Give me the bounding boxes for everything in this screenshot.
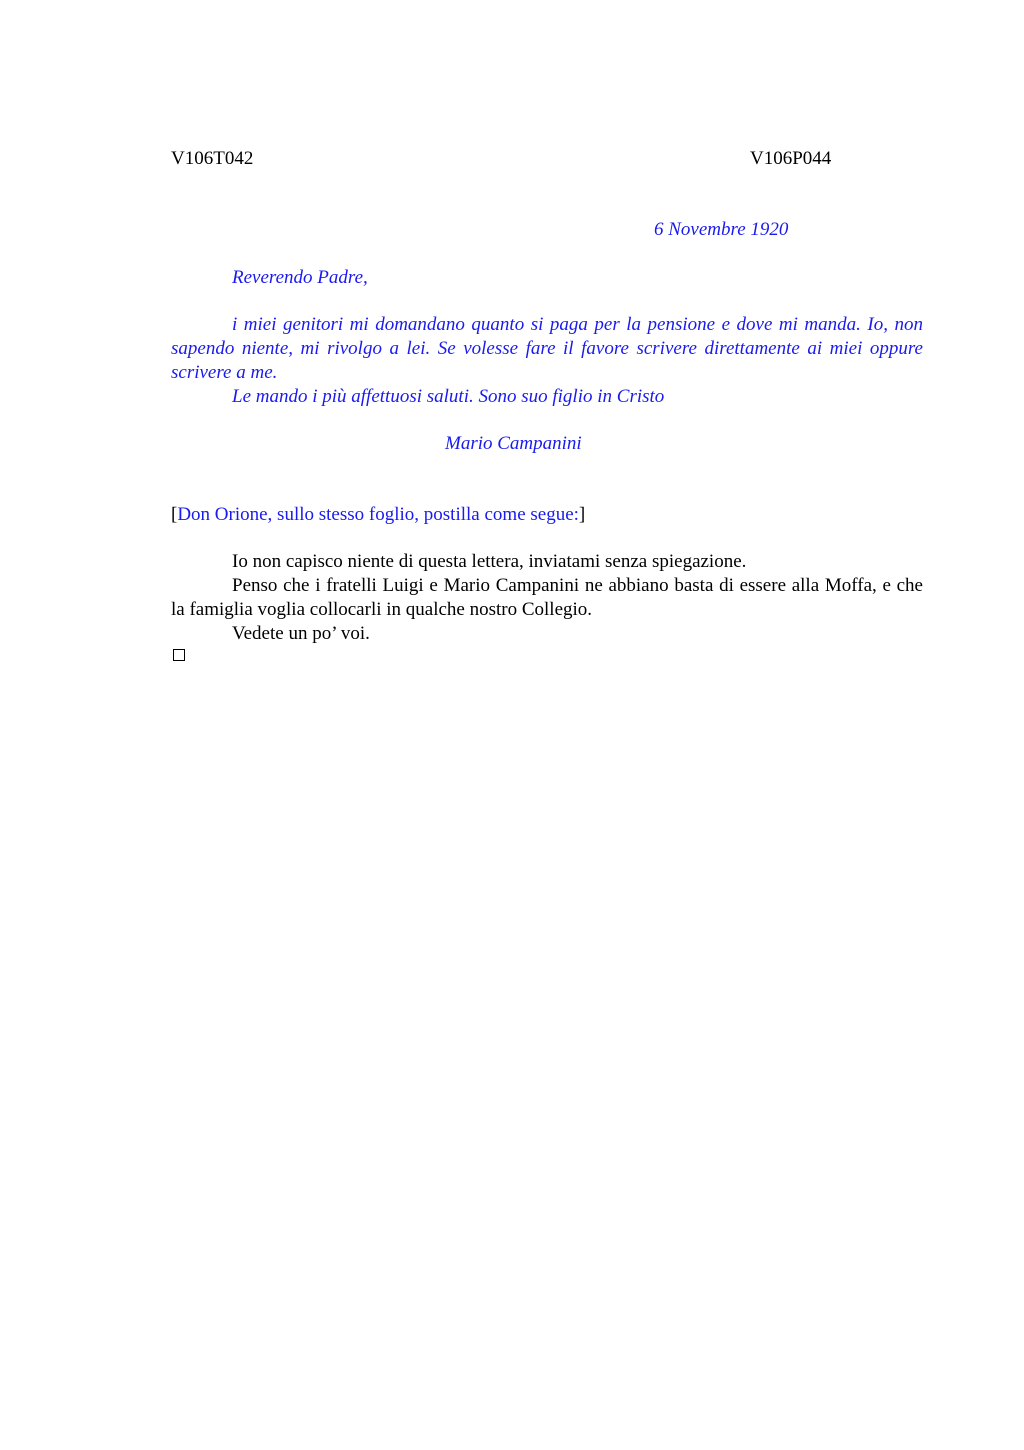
right-reference-code: V106P044 xyxy=(750,148,832,169)
editorial-note xyxy=(171,503,585,527)
note-open-bracket: [ xyxy=(171,504,178,525)
letter-body xyxy=(171,313,923,409)
note-close-bracket: ] xyxy=(578,504,586,525)
end-square-icon xyxy=(173,649,185,661)
postscript-paragraph: Vedete un po’ voi. xyxy=(232,623,370,644)
letter-paragraph: Le mando i più affettuosi saluti. Sono suo figlio in Cristo xyxy=(232,386,665,407)
letter-salutation: Reverendo Padre, xyxy=(232,267,368,288)
letter-paragraph: i miei genitori mi domandano quanto si paga per la pensione e dove mi manda. Io, non sapendo niente, mi rivolgo a lei. Se volesse fare il favore scrivere direttamente ai miei oppure scrivere a me. xyxy=(171,314,923,383)
letter-date: 6 Novembre 1920 xyxy=(654,219,789,240)
postscript-paragraph: Io non capisco niente di questa lettera, inviatami senza spiegazione. xyxy=(232,551,747,572)
postscript-body xyxy=(171,550,923,646)
postscript-paragraph: Penso che i fratelli Luigi e Mario Campanini ne abbiano basta di essere alla Moffa, e che la famiglia voglia collocarli in qualche nostro Collegio. xyxy=(171,575,923,620)
note-text: Don Orione, sullo stesso foglio, postilla come segue: xyxy=(177,504,579,525)
left-reference-code: V106T042 xyxy=(171,148,254,169)
letter-signature: Mario Campanini xyxy=(445,433,582,454)
